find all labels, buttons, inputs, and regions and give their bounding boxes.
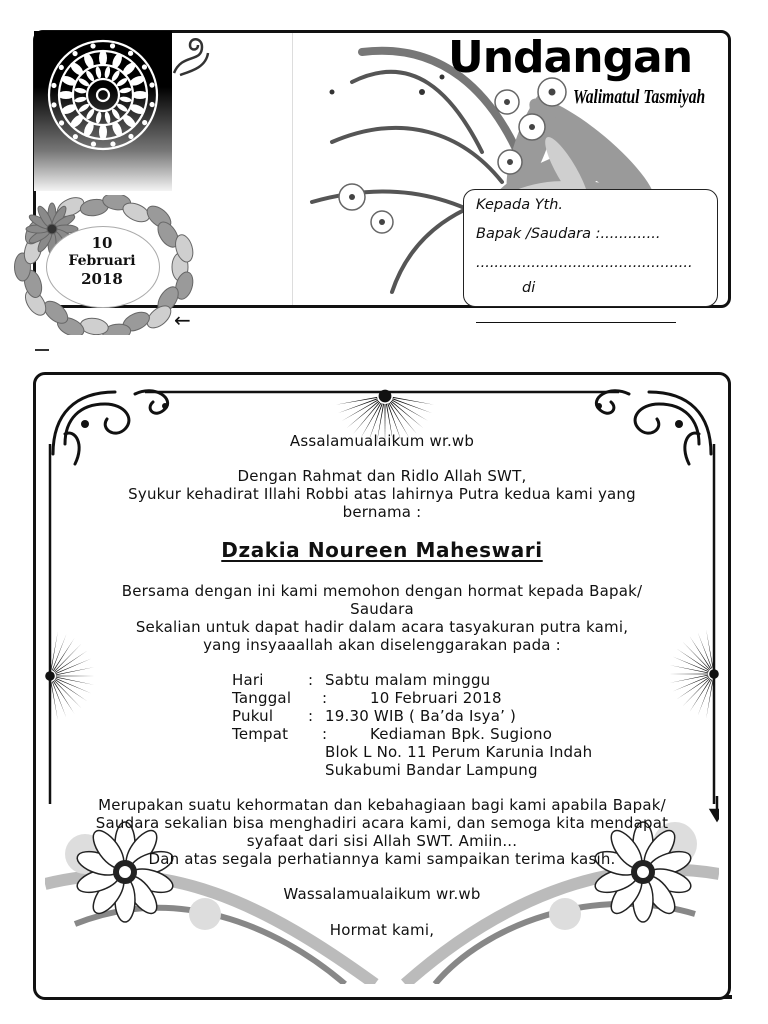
event-time-label: Pukul bbox=[232, 707, 274, 725]
invitation-subtitle: Walimatul Tasmiyah bbox=[573, 86, 706, 108]
event-colon: : bbox=[322, 725, 328, 743]
sign-off-text: Hormat kami, bbox=[329, 921, 435, 939]
child-name bbox=[48, 538, 716, 562]
date-day: 10 bbox=[91, 234, 113, 252]
recipient-line: Bapak /Saudara :............. bbox=[476, 226, 661, 242]
event-place-line: Blok L No. 11 Perum Karunia Indah bbox=[325, 743, 593, 761]
recipient-line: ............................................... bbox=[476, 255, 693, 271]
intro-line: bernama : bbox=[342, 503, 422, 521]
event-time-value: 19.30 WIB ( Ba’da Isya’ ) bbox=[325, 707, 517, 725]
closing-line: Dan atas segala perhatiannya kami sampaikan terima kasih. bbox=[148, 850, 616, 868]
event-day-label: Hari bbox=[232, 671, 264, 689]
farewell-text: Wassalamualaikum wr.wb bbox=[283, 885, 481, 903]
request-line: Sekalian untuk dapat hadir dalam acara tasyakuran putra kami, bbox=[135, 618, 629, 636]
event-date-label: Tanggal bbox=[232, 689, 292, 707]
intro-line: Syukur kehadirat Illahi Robbi atas lahirnya Putra kedua kami yang bbox=[128, 485, 636, 503]
closing-line: Merupakan suatu kehormatan dan kebahagiaan bagi kami apabila Bapak/ bbox=[98, 796, 666, 814]
event-colon: : bbox=[308, 671, 314, 689]
date-year: 2018 bbox=[81, 270, 123, 288]
event-place-line: Sukabumi Bandar Lampung bbox=[325, 761, 538, 779]
closing-line: syafaat dari sisi Allah SWT. Amiin... bbox=[246, 832, 518, 850]
invitation-title: Undangan bbox=[448, 32, 693, 83]
request-line: yang insyaaallah akan diselenggarakan pada : bbox=[203, 636, 561, 654]
child-name-text: Dzakia Noureen Maheswari bbox=[221, 538, 543, 562]
date-month: Februari bbox=[68, 253, 136, 269]
event-colon: : bbox=[322, 689, 328, 707]
mandala-icon bbox=[43, 35, 163, 155]
event-date-value: 10 Februari 2018 bbox=[370, 689, 502, 707]
intro-line: Dengan Rahmat dan Ridlo Allah SWT, bbox=[237, 467, 527, 485]
divider-dash bbox=[35, 349, 49, 351]
event-place-label: Tempat bbox=[232, 725, 289, 743]
request-line: Saudara bbox=[350, 600, 414, 618]
request-line: Bersama dengan ini kami memohon dengan hormat kepada Bapak/ bbox=[121, 582, 643, 600]
event-day-value: Sabtu malam minggu bbox=[325, 671, 491, 689]
arrow-left-icon: ← bbox=[174, 308, 191, 332]
greeting-text: Assalamualaikum wr.wb bbox=[289, 432, 475, 450]
address-underline bbox=[476, 322, 676, 323]
closing-line: Saudara sekalian bisa menghadiri acara kami, dan semoga kita mendapat bbox=[95, 814, 669, 832]
recipient-line: Kepada Yth. bbox=[476, 197, 564, 213]
event-colon: : bbox=[308, 707, 314, 725]
event-place-line: Kediaman Bpk. Sugiono bbox=[370, 725, 553, 743]
recipient-line: di bbox=[522, 280, 536, 296]
swirl-ornament-icon bbox=[172, 33, 212, 78]
mandala-ornament bbox=[34, 31, 172, 191]
